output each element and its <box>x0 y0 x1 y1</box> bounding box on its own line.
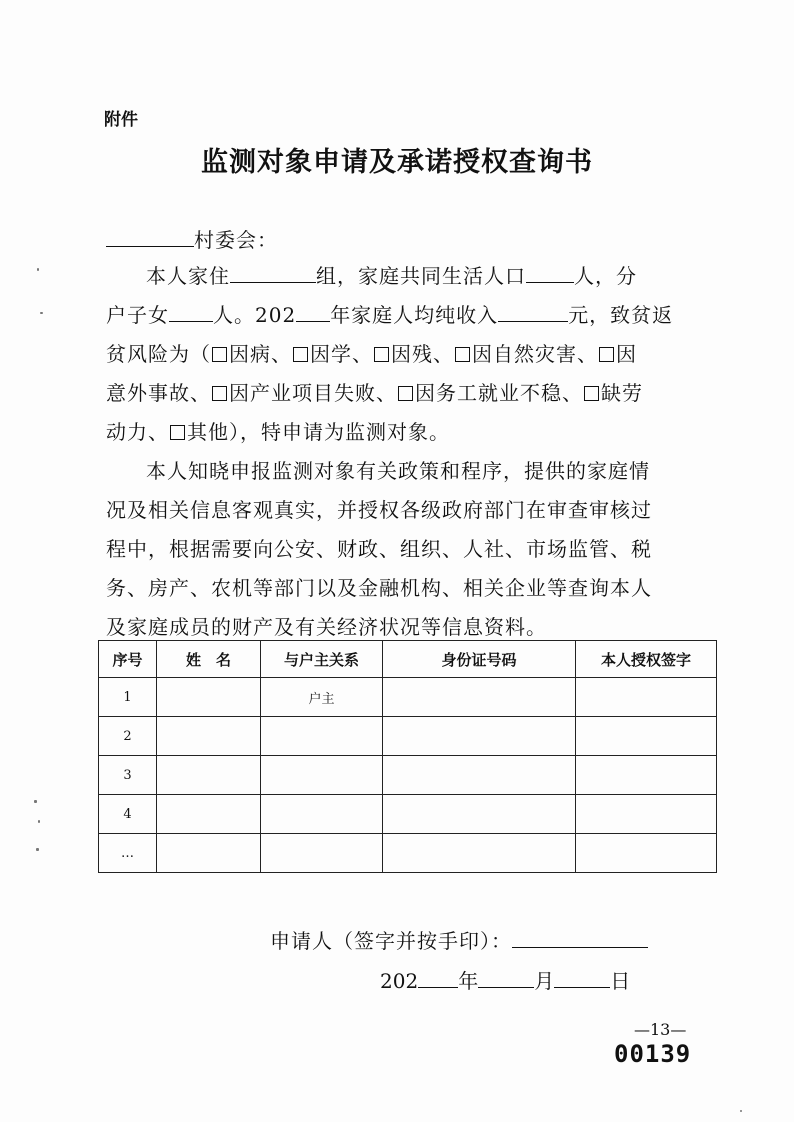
scan-speck <box>740 1110 742 1112</box>
signature-cell[interactable] <box>576 756 717 795</box>
p2-line1: 本人知晓申报监测对象有关政策和程序，提供的家庭情 <box>146 459 650 483</box>
p2-line5: 及家庭成员的财产及有关经济状况等信息资料。 <box>106 615 547 639</box>
p2-line4: 务、房产、农机等部门以及金融机构、相关企业等查询本人 <box>106 576 652 600</box>
table-row <box>99 678 717 717</box>
row-no: 3 <box>99 756 157 795</box>
id-cell[interactable] <box>383 717 576 756</box>
relation-cell[interactable]: 户主 <box>261 678 383 717</box>
id-cell[interactable] <box>383 834 576 873</box>
row-no: 1 <box>99 678 157 717</box>
checkbox-accident[interactable] <box>599 347 614 362</box>
checkbox-unstable-employment[interactable] <box>398 386 413 401</box>
scan-speck <box>36 848 39 851</box>
month-blank[interactable] <box>478 965 534 988</box>
applicant-label: 申请人（签字并按手印）： <box>270 929 512 953</box>
p2-line2: 况及相关信息客观真实，并授权各级政府部门在审查审核过 <box>106 498 652 522</box>
scan-speck <box>40 312 43 314</box>
table-row <box>99 717 717 756</box>
id-cell[interactable] <box>383 756 576 795</box>
relation-cell[interactable] <box>261 756 383 795</box>
table-row <box>99 756 717 795</box>
relation-cell[interactable] <box>261 834 383 873</box>
children-count-blank[interactable] <box>169 299 213 322</box>
name-cell[interactable] <box>157 717 261 756</box>
signature-cell[interactable] <box>576 717 717 756</box>
p1-line3: 贫风险为（ 因病、 因学、 因残、 因自然灾害、 因 <box>106 342 637 366</box>
table-row <box>99 795 717 834</box>
name-cell[interactable] <box>157 678 261 717</box>
table-header-row <box>99 641 717 678</box>
checkbox-disability[interactable] <box>374 347 389 362</box>
header-name: 姓 名 <box>157 641 261 678</box>
checkbox-other[interactable] <box>170 425 185 440</box>
signature-cell[interactable] <box>576 834 717 873</box>
p1-line4: 意外事故、 因产业项目失败、 因务工就业不稳、 缺劳 <box>106 381 643 405</box>
header-signature: 本人授权签字 <box>576 641 717 678</box>
year-digit-blank[interactable] <box>296 299 330 322</box>
stamp-number: 00139 <box>614 1040 692 1068</box>
relation-cell[interactable] <box>261 717 383 756</box>
applicant-signature-line <box>270 925 648 954</box>
name-cell[interactable] <box>157 795 261 834</box>
checkbox-education[interactable] <box>293 347 308 362</box>
p1-line5: 动力、 其他），特申请为监测对象。 <box>106 420 450 444</box>
addressee-label: 村委会： <box>194 228 278 252</box>
income-blank[interactable] <box>498 299 568 322</box>
checkbox-illness[interactable] <box>212 347 227 362</box>
date-line: 202 年 月 日 <box>380 965 630 994</box>
p1-line1: 本人家住 组，家庭共同生活人口 人，分 <box>146 258 637 294</box>
year-blank[interactable] <box>418 965 458 988</box>
village-blank[interactable] <box>106 224 194 247</box>
page-number: —13— <box>634 1020 687 1039</box>
id-cell[interactable] <box>383 795 576 834</box>
checkbox-natural-disaster[interactable] <box>455 347 470 362</box>
checkbox-industry-failure[interactable] <box>212 386 227 401</box>
household-count-blank[interactable] <box>526 260 574 283</box>
relation-cell[interactable] <box>261 795 383 834</box>
address-blank[interactable] <box>230 260 316 283</box>
scan-speck <box>37 268 39 271</box>
row-no: 2 <box>99 717 157 756</box>
scan-speck <box>34 800 37 803</box>
attachment-label: 附件 <box>104 110 138 130</box>
p2-line3: 程中，根据需要向公安、财政、组织、人社、市场监管、税 <box>106 537 652 561</box>
table-row <box>99 834 717 873</box>
checkbox-labor-shortage[interactable] <box>584 386 599 401</box>
header-id-number: 身份证号码 <box>383 641 576 678</box>
day-blank[interactable] <box>554 965 610 988</box>
applicant-signature-blank[interactable] <box>512 925 648 948</box>
name-cell[interactable] <box>157 756 261 795</box>
row-no: … <box>99 834 157 873</box>
addressee-line <box>106 222 278 258</box>
signature-cell[interactable] <box>576 795 717 834</box>
signature-cell[interactable] <box>576 678 717 717</box>
row-no: 4 <box>99 795 157 834</box>
scan-speck <box>38 820 40 823</box>
header-no: 序号 <box>99 641 157 678</box>
p1-line2: 户子女 人。202 年家庭人均纯收入 元，致贫返 <box>106 297 673 333</box>
family-members-table <box>98 640 717 873</box>
id-cell[interactable] <box>383 678 576 717</box>
page-title: 监测对象申请及承诺授权查询书 <box>201 147 593 178</box>
header-relation: 与户主关系 <box>261 641 383 678</box>
name-cell[interactable] <box>157 834 261 873</box>
